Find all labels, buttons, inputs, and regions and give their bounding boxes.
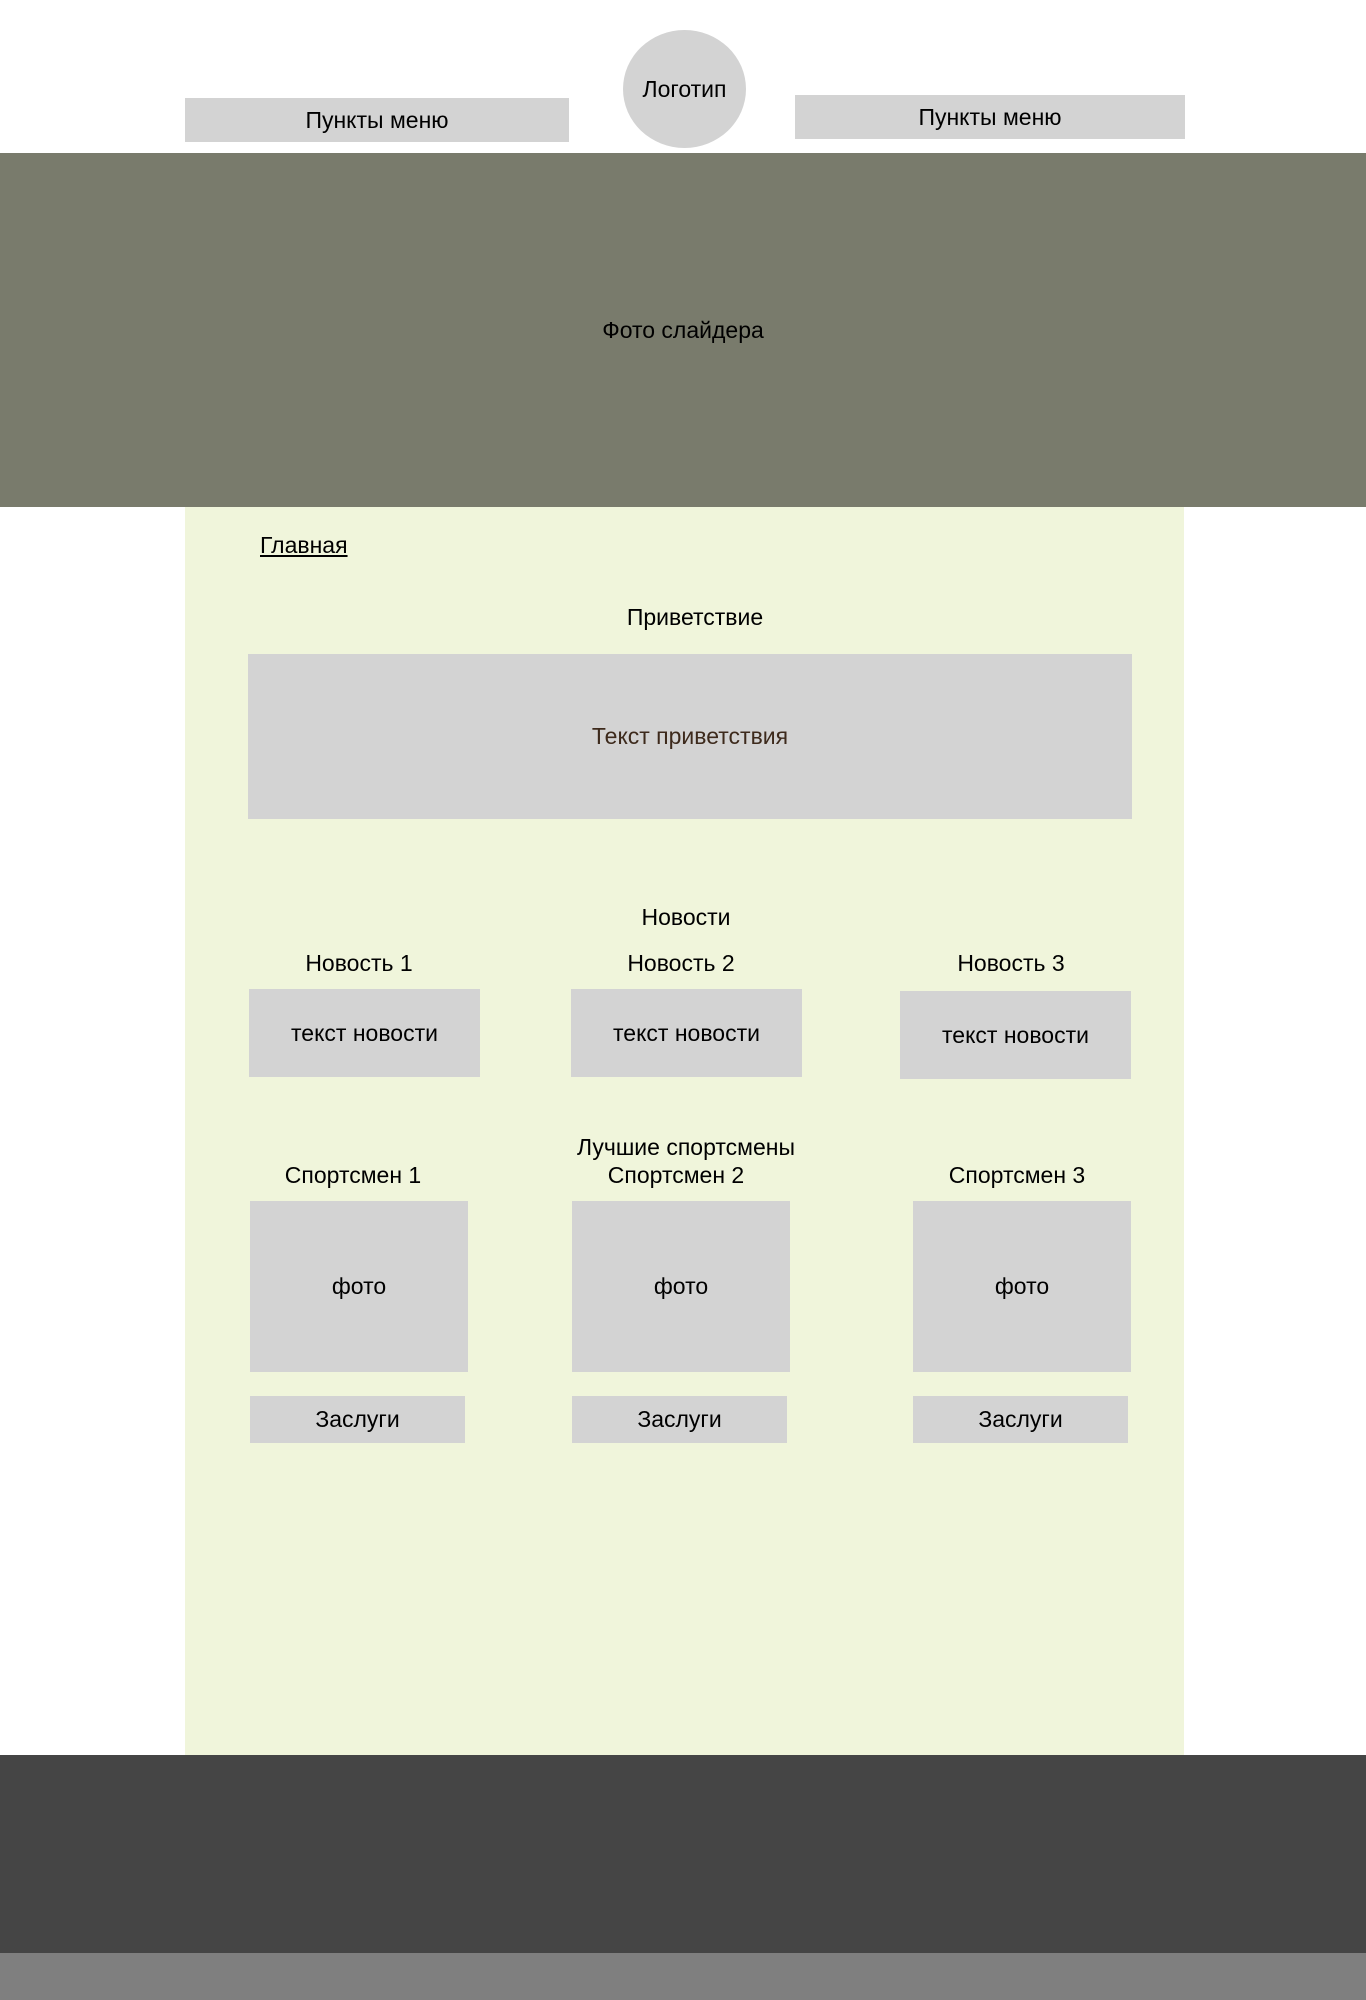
athlete-photo-label: фото <box>994 1273 1050 1299</box>
athlete-name: Спортсмен 3 <box>948 1162 1086 1188</box>
athlete-name: Спортсмен 1 <box>284 1162 422 1188</box>
athlete-merits-button[interactable] <box>250 1396 465 1443</box>
athlete-photo-label: фото <box>331 1273 387 1299</box>
athletes-heading: Лучшие спортсмены <box>577 1134 795 1160</box>
logo[interactable] <box>623 30 746 148</box>
athlete-merits-label: Заслуги <box>978 1406 1063 1432</box>
athlete-photo[interactable] <box>250 1201 468 1372</box>
athlete-merits-label: Заслуги <box>637 1406 722 1432</box>
footer <box>0 1755 1366 1953</box>
athlete-photo[interactable] <box>572 1201 790 1372</box>
breadcrumb-home-link[interactable]: Главная <box>260 532 348 558</box>
news-item-title[interactable]: Новость 3 <box>957 950 1065 976</box>
news-item-text-box[interactable] <box>900 991 1131 1079</box>
menu-items-left-label: Пункты меню <box>305 106 449 133</box>
news-item-text-box[interactable] <box>571 989 802 1077</box>
footer-bottom-bar <box>0 1953 1366 2000</box>
menu-items-left[interactable] <box>185 98 569 142</box>
news-item-text: текст новости <box>291 1019 438 1046</box>
news-item-text: текст новости <box>613 1019 760 1046</box>
menu-items-right-label: Пункты меню <box>918 103 1062 130</box>
news-item-title[interactable]: Новость 2 <box>627 950 735 976</box>
athlete-merits-button[interactable] <box>572 1396 787 1443</box>
news-item-title[interactable]: Новость 1 <box>305 950 413 976</box>
news-item-text: текст новости <box>942 1021 1089 1048</box>
logo-label: Логотип <box>642 75 727 102</box>
menu-items-right[interactable] <box>795 95 1185 139</box>
slider-label: Фото слайдера <box>602 316 764 343</box>
news-heading: Новости <box>641 904 731 930</box>
athlete-photo[interactable] <box>913 1201 1131 1372</box>
welcome-text-box <box>248 654 1132 819</box>
athlete-photo-label: фото <box>653 1273 709 1299</box>
athlete-merits-label: Заслуги <box>315 1406 400 1432</box>
news-item-text-box[interactable] <box>249 989 480 1077</box>
slider[interactable] <box>0 153 1366 507</box>
welcome-heading: Приветствие <box>626 604 764 630</box>
welcome-text: Текст приветствия <box>591 723 789 749</box>
athlete-name: Спортсмен 2 <box>607 1162 745 1188</box>
athlete-merits-button[interactable] <box>913 1396 1128 1443</box>
